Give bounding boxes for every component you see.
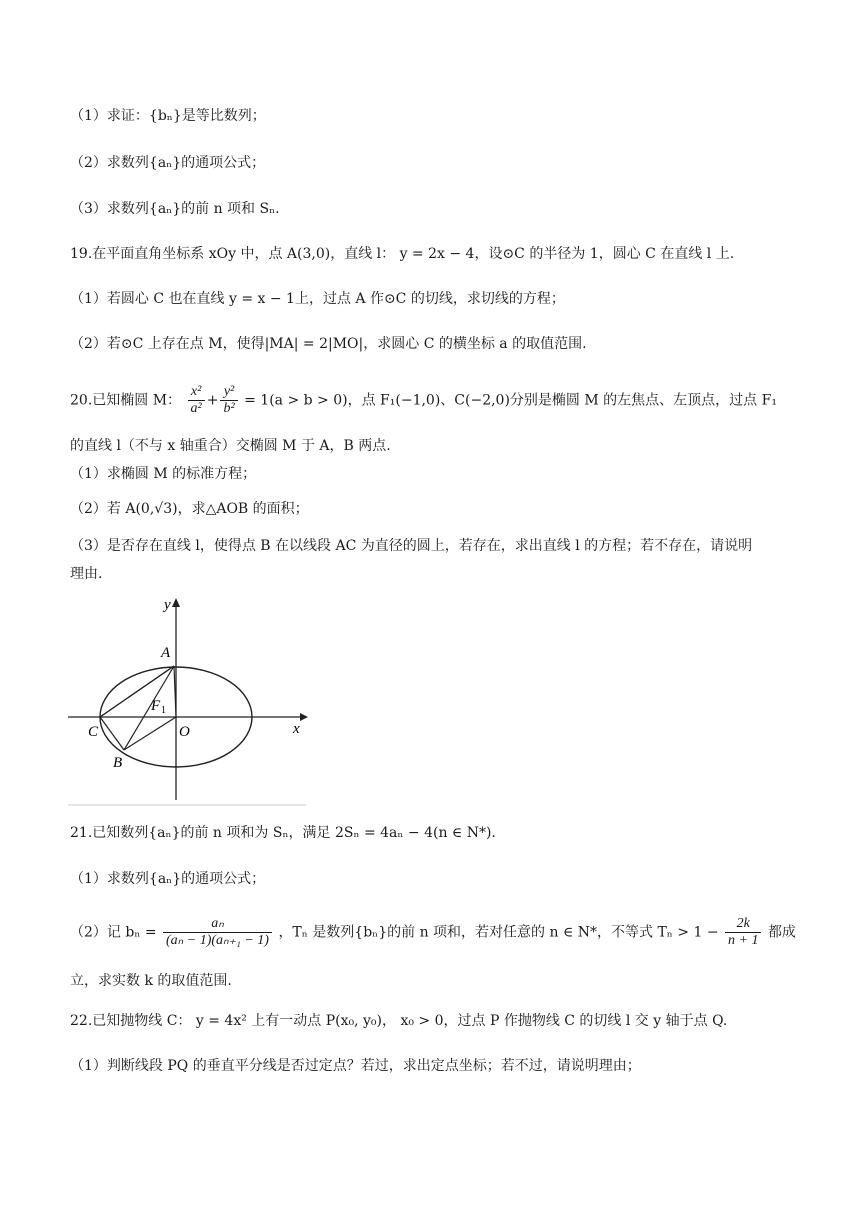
- q21-part1: （1）求数列{aₙ}的通项公式；: [70, 871, 266, 887]
- ellipse-y-fraction: [220, 384, 237, 417]
- q18-part2: （2）求数列{aₙ}的通项公式；: [70, 155, 266, 171]
- label-a: A: [161, 645, 171, 661]
- q21-stem: 21.已知数列{aₙ}的前 n 项和为 Sₙ，满足 2Sₙ = 4aₙ − 4(n ∈ N*).: [70, 825, 496, 841]
- frac-den: a²: [190, 401, 202, 416]
- segment-ab: [124, 666, 174, 750]
- frac-num: y²: [220, 384, 237, 401]
- q22-part1: （1）判断线段 PQ 的垂直平分线是否过定点？若过，求出定点坐标；若不过，请说明理由；: [70, 1058, 641, 1074]
- segment-bo: [124, 717, 176, 750]
- q19-part2: （2）若⊙C 上存在点 M，使得|MA| = 2|MO|，求圆心 C 的横坐标 a 的取值范围.: [70, 336, 587, 352]
- bn-fraction: [163, 916, 272, 949]
- label-o: O: [179, 724, 190, 740]
- q18-part1: （1）求证：{bₙ}是等比数列；: [70, 108, 266, 124]
- q20-part1: （1）求椭圆 M 的标准方程；: [70, 466, 257, 482]
- q19-stem: 19.在平面直角坐标系 xOy 中，点 A(3,0)，直线 l： y = 2x − 4，设⊙C 的半径为 1，圆心 C 在直线 l 上.: [70, 246, 735, 262]
- frac-den: b²: [223, 401, 235, 416]
- frac-num: 2k: [725, 916, 761, 933]
- ellipse-x-fraction: [188, 384, 205, 417]
- q20-stem-rest: = 1(a > b > 0)，点 F₁(−1,0)、C(−2,0)分别是椭圆 M 的左焦点、左顶点，过点 F₁: [244, 392, 777, 409]
- frac-num: aₙ: [163, 916, 272, 933]
- q20-stem-prefix: 20.已知椭圆 M：: [70, 392, 182, 409]
- q20-part2: （2）若 A(0,√3)，求△AOB 的面积；: [70, 501, 309, 517]
- k-fraction: [725, 916, 761, 949]
- q20-part3-cont: 理由.: [70, 566, 103, 582]
- frac-den: (aₙ − 1)(aₙ₊₁ − 1): [166, 933, 269, 948]
- q22-stem: 22.已知抛物线 C： y = 4x² 上有一动点 P(x₀, y₀)， x₀ > 0，过点 P 作抛物线 C 的切线 l 交 y 轴于点 Q.: [70, 1013, 728, 1029]
- q21-part2: [70, 916, 800, 949]
- q21-part2-cont: 立，求实数 k 的取值范围.: [70, 973, 232, 989]
- x-axis-arrow: [300, 713, 308, 721]
- frac-den: n + 1: [728, 933, 759, 948]
- label-x: x: [293, 721, 300, 737]
- label-b: B: [113, 755, 123, 771]
- ellipse-figure: [68, 595, 308, 807]
- q19-part1: （1）若圆心 C 也在直线 y = x − 1上，过点 A 作⊙C 的切线，求切线的方程；: [70, 291, 565, 307]
- q20-stem: 20.已知椭圆 M： $\frac{\text{x²}}{\text{a²}}$ + $\frac{\text{y²}}{\text{b²}}$ = 1(a > b > 0)，点 F₁(−1,0)、C(−2,0)分别是椭圆 M 的左焦点、左顶点，过点 F₁: [70, 384, 777, 416]
- q21-part2-mid: ，Tₙ 是数列{bₙ}的前 n 项和，若对任意的 n ∈ N*，不等式 Tₙ > 1 −: [278, 924, 719, 941]
- label-y: y: [164, 597, 171, 613]
- q18-part3: （3）求数列{aₙ}的前 n 项和 Sₙ.: [70, 201, 280, 217]
- q20-stem-line2: 的直线 l（不与 x 轴重合）交椭圆 M 于 A，B 两点.: [70, 438, 391, 454]
- q20-part3: （3）是否存在直线 l，使得点 B 在以线段 AC 为直径的圆上，若存在，求出直线 l 的方程；若不存在，请说明: [70, 538, 753, 554]
- y-axis-arrow: [172, 598, 180, 607]
- label-c: C: [88, 724, 99, 740]
- q21-part2-suffix: 都成: [767, 924, 796, 941]
- label-f1: F: [151, 698, 161, 714]
- label-f1-sub: 1: [161, 705, 166, 716]
- frac-num: x²: [188, 384, 205, 401]
- q21-part2-prefix: （2）记 bₙ =: [70, 924, 157, 941]
